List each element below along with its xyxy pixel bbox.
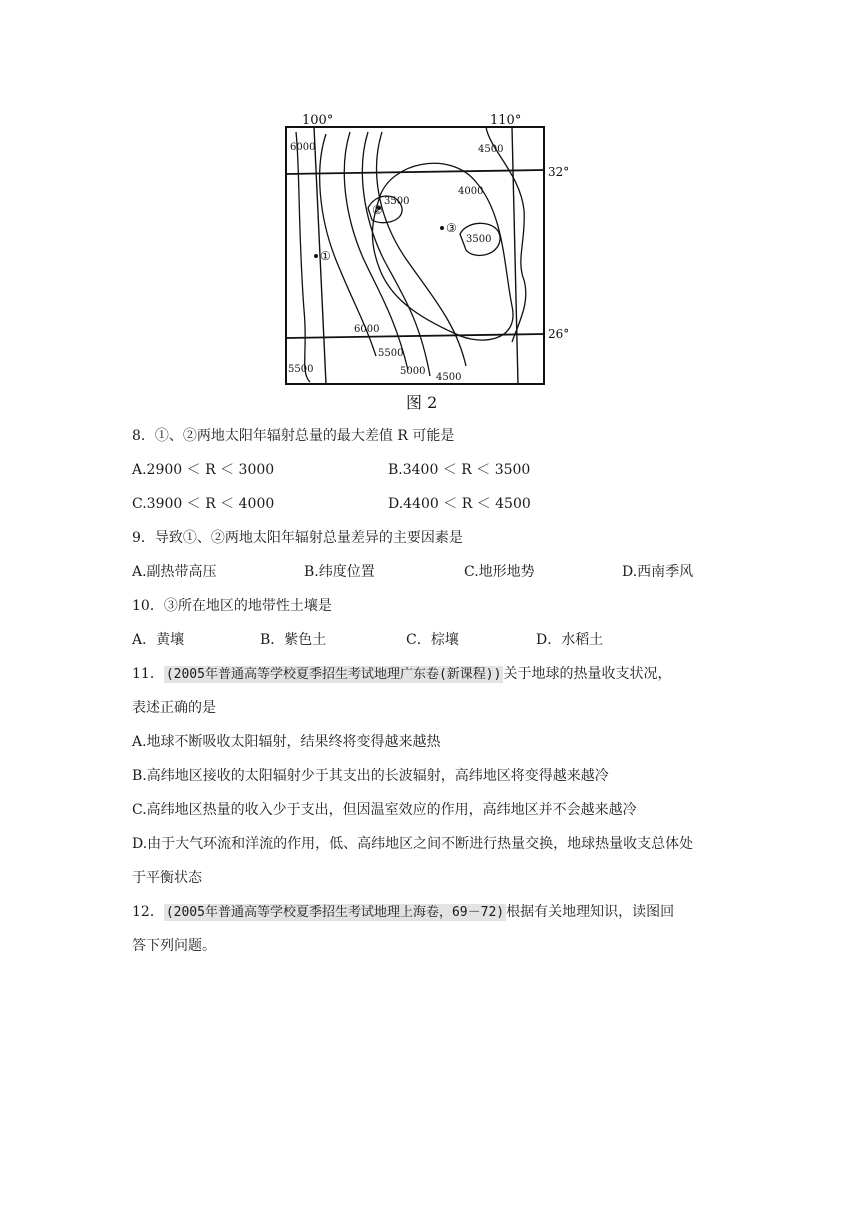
q11-number: 11． xyxy=(132,666,164,682)
contour-map-svg xyxy=(280,110,580,415)
q9-stem: 9．导致①、②两地太阳年辐射总量差异的主要因素是 xyxy=(132,530,463,546)
parallel-26 xyxy=(286,334,544,338)
latitude-label-32: 32° xyxy=(548,165,570,179)
contour-label: 6000 xyxy=(354,324,380,335)
q12-stem-line-1 xyxy=(132,902,674,923)
contour-6000-east xyxy=(320,134,376,356)
figure-caption: 图 2 xyxy=(406,393,438,412)
contour-label: 5500 xyxy=(378,348,404,359)
q11-option-c: C.高纬地区热量的收入少于支出，但因温室效应的作用，高纬地区并不会越来越冷 xyxy=(132,802,637,818)
parallel-32 xyxy=(286,170,544,174)
q8-option-a: A.2900 ＜ R ＜ 3000 xyxy=(132,462,275,478)
contour-label: 4000 xyxy=(458,186,484,197)
q12-stem-line-2: 答下列问题。 xyxy=(132,938,216,954)
q10-option-d: D．水稻土 xyxy=(536,632,604,648)
q11-option-d: D.由于大气环流和洋流的作用，低、高纬地区之间不断进行热量交换，地球热量收支总体处 xyxy=(132,836,694,852)
q9-option-b: B.纬度位置 xyxy=(304,564,375,580)
q9-option-d: D.西南季风 xyxy=(622,564,694,580)
latitude-label-26: 26° xyxy=(548,327,570,341)
q11-option-a: A.地球不断吸收太阳辐射，结果终将变得越来越热 xyxy=(132,734,441,750)
q9-option-a: A.副热带高压 xyxy=(132,564,217,580)
q10-stem: 10．③所在地区的地带性土壤是 xyxy=(132,598,332,614)
longitude-label-110: 110° xyxy=(490,113,522,128)
q8-option-b: B.3400 ＜ R ＜ 3500 xyxy=(388,462,531,478)
contour-label: 5000 xyxy=(400,366,426,377)
contour-4500-north xyxy=(486,127,526,342)
q10-option-c: C．棕壤 xyxy=(406,632,459,648)
longitude-label-100: 100° xyxy=(302,113,334,128)
contour-label: 4500 xyxy=(478,144,504,155)
q8-stem: 8．①、②两地太阳年辐射总量的最大差值 R 可能是 xyxy=(132,428,455,444)
q12-source: (2005年普通高等学校夏季招生考试地理上海卷，69－72) xyxy=(165,905,505,920)
figure-2-contour-map xyxy=(280,110,580,415)
contour-label: 3500 xyxy=(466,234,492,245)
point-1-label: ① xyxy=(320,249,331,263)
point-2-label: ② xyxy=(372,203,383,217)
q12-number: 12． xyxy=(132,904,164,920)
q11-option-d-cont: 于平衡状态 xyxy=(132,870,202,886)
point-3-dot xyxy=(440,226,444,230)
point-3-label: ③ xyxy=(446,221,457,235)
contour-label: 3500 xyxy=(384,196,410,207)
meridian-110 xyxy=(512,127,518,384)
contour-4500-south xyxy=(377,132,466,366)
q11-stem-line-1 xyxy=(132,664,671,685)
contour-label: 4500 xyxy=(436,372,462,383)
contour-5000 xyxy=(362,132,430,376)
contour-label: 5500 xyxy=(288,364,314,375)
point-1-dot xyxy=(314,254,318,258)
q10-option-b: B．紫色土 xyxy=(260,632,327,648)
contour-label: 6000 xyxy=(290,142,316,153)
q9-option-c: C.地形地势 xyxy=(464,564,535,580)
q11-stem-line-2: 表述正确的是 xyxy=(132,700,216,716)
contour-6000-west xyxy=(296,132,310,382)
q11-source: (2005年普通高等学校夏季招生考试地理广东卷(新课程)) xyxy=(165,667,502,682)
q8-option-c: C.3900 ＜ R ＜ 4000 xyxy=(132,496,275,512)
q11-stem-part1: 关于地球的热量收支状况， xyxy=(503,666,672,682)
q8-option-d: D.4400 ＜ R ＜ 4500 xyxy=(388,496,531,512)
q11-option-b: B.高纬地区接收的太阳辐射少于其支出的长波辐射，高纬地区将变得越来越冷 xyxy=(132,768,609,784)
q12-stem-part1: 根据有关地理知识，读图回 xyxy=(506,904,675,920)
q10-option-a: A．黄壤 xyxy=(132,632,185,648)
